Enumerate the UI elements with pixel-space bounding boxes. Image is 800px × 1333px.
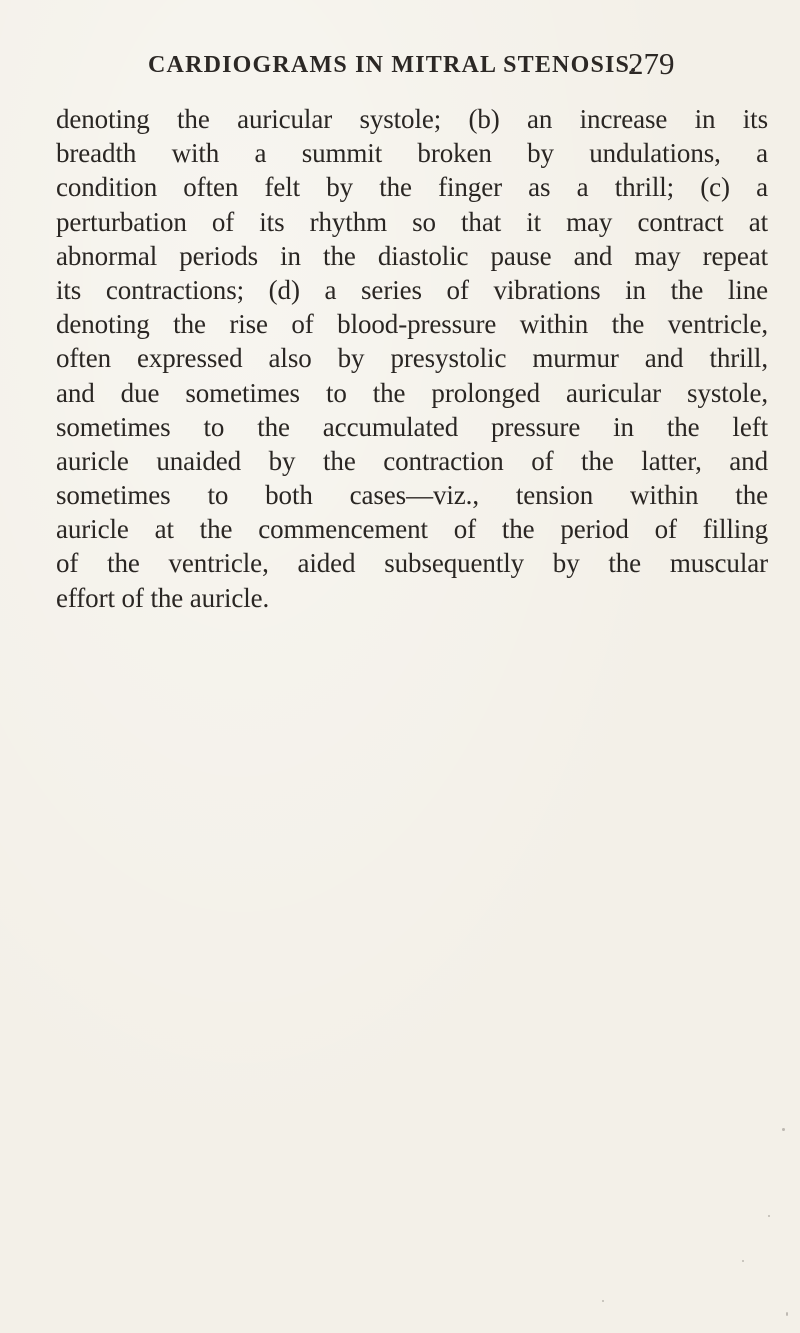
text-line: auricle unaided by the contraction of the latter, and <box>56 445 768 476</box>
page-number: 279 <box>628 46 675 81</box>
text-line: sometimes to the accumulated pressure in the left <box>56 411 768 442</box>
body-paragraph <box>56 102 768 615</box>
text-line: denoting the rise of blood-pressure within the ventricle, <box>56 309 768 340</box>
text-line: abnormal periods in the diastolic pause and may repeat <box>56 240 768 271</box>
text-line: of the ventricle, aided subsequently by the muscular <box>56 548 768 579</box>
text-line: its contractions; (d) a series of vibrations in the line <box>56 274 768 305</box>
paper-speck <box>742 1260 744 1262</box>
running-title: CARDIOGRAMS IN MITRAL STENOSIS. <box>148 52 638 78</box>
text-line: and due sometimes to the prolonged auricular systole, <box>56 377 768 408</box>
text-line: denoting the auricular systole; (b) an increase in its <box>56 104 768 134</box>
text-line: breadth with a summit broken by undulations, a <box>56 138 768 169</box>
paper-speck <box>768 1215 770 1217</box>
text-line: auricle at the commencement of the period of filling <box>56 514 768 545</box>
text-line: often expressed also by presystolic murmur and thrill, <box>56 343 768 374</box>
text-line: sometimes to both cases—viz., tension within the <box>56 480 768 511</box>
text-line: condition often felt by the finger as a thrill; (c) a <box>56 172 768 203</box>
paper-speck <box>602 1300 604 1302</box>
paper-speck <box>786 1312 788 1316</box>
running-head <box>148 46 748 86</box>
text-line: effort of the auricle. <box>56 582 270 613</box>
paper-speck <box>782 1128 785 1131</box>
text-line: perturbation of its rhythm so that it may contract at <box>56 206 768 237</box>
